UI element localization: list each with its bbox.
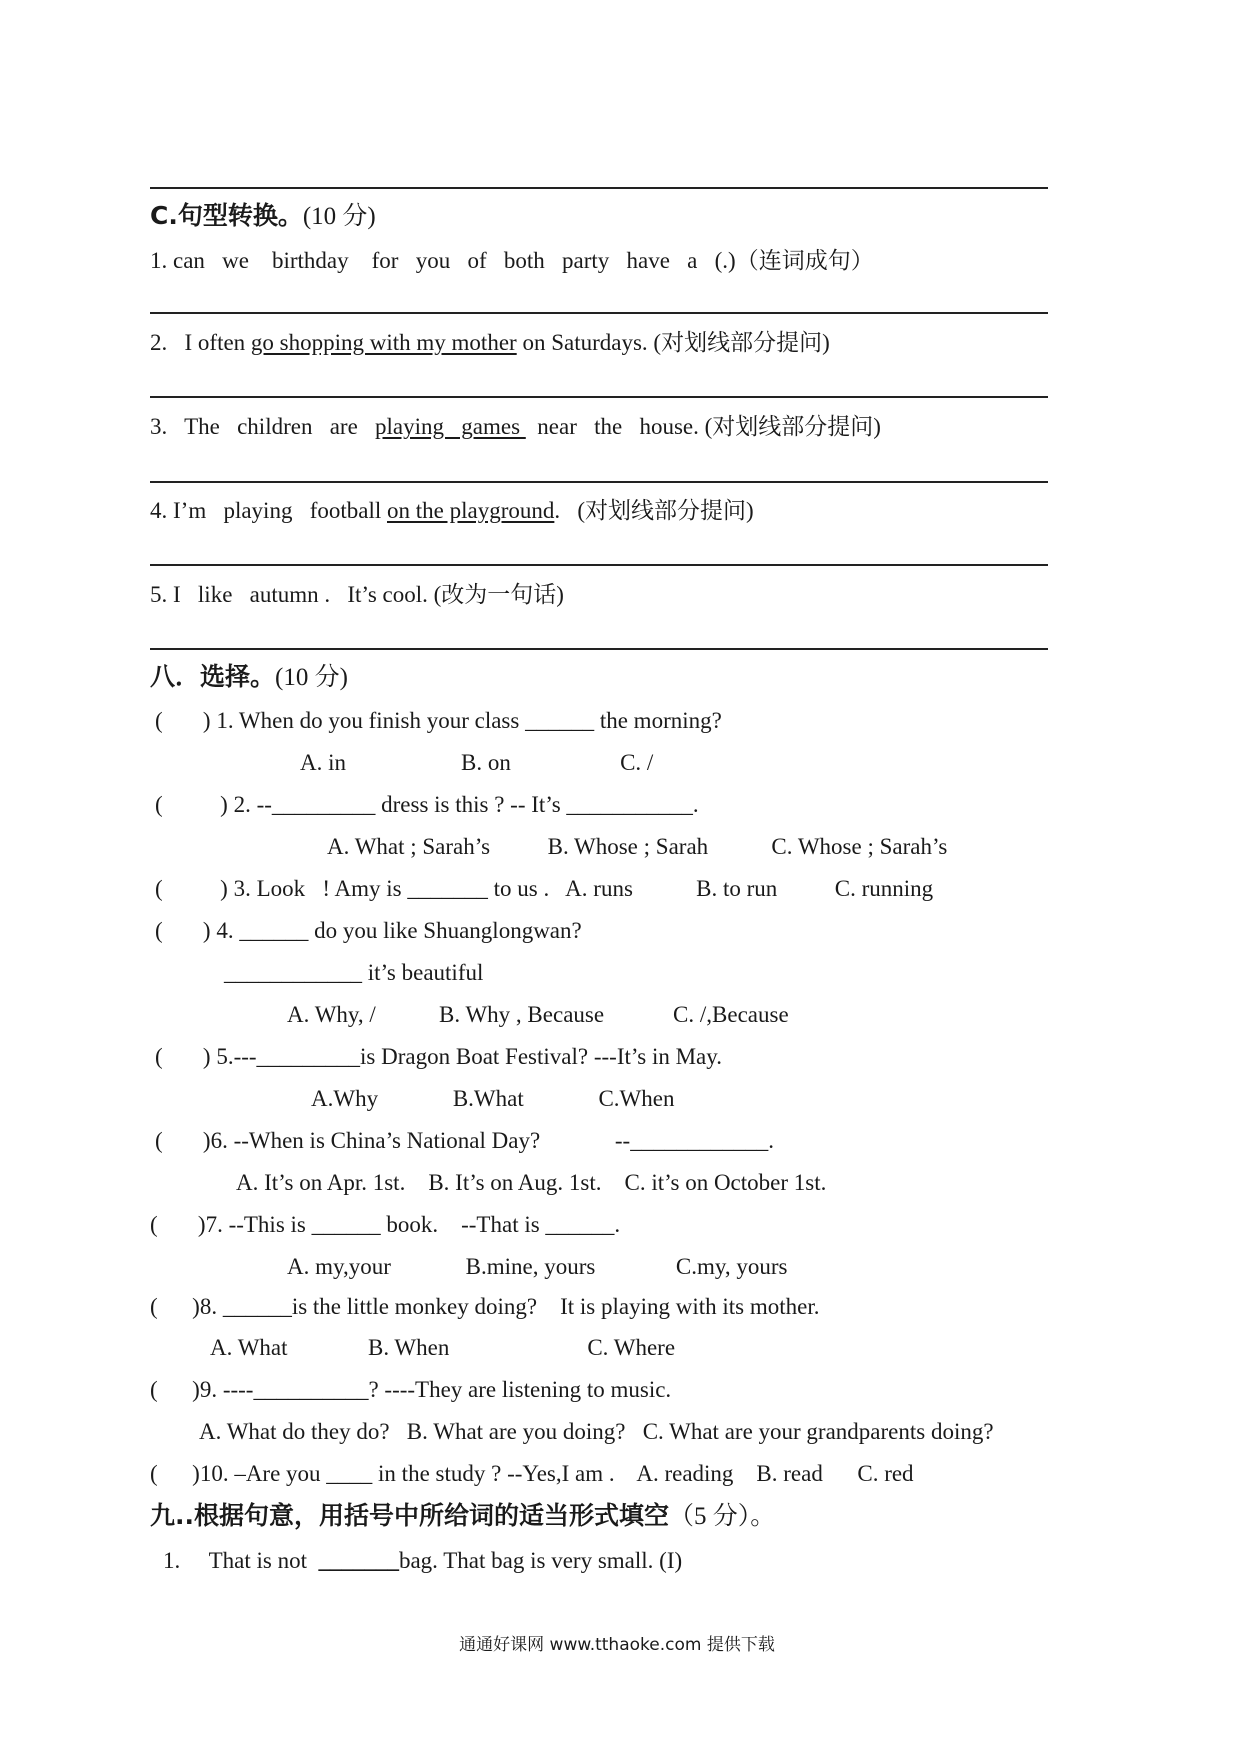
mcq-8: ( )8. ______is the little monkey doing? It is playing with its mother. (150, 1294, 820, 1319)
mcq-2: ( ) 2. --_________ dress is this ? -- It’s ___________. (155, 792, 699, 817)
mcq-5: ( ) 5.---_________is Dragon Boat Festival? ---It’s in May. (155, 1044, 723, 1069)
mcq-7: ( )7. --This is ______ book. --That is ______. (150, 1212, 621, 1237)
underlined-phrase: on the playground (387, 498, 555, 523)
mcq-4: ( ) 4. ______ do you like Shuanglongwan? (155, 918, 582, 943)
underlined-phrase: playing games (375, 414, 526, 439)
section-8-title (150, 661, 348, 694)
mcq-5-options: A.Why B.What C.When (311, 1086, 675, 1111)
mcq-9: ( )9. ----__________? ----They are listening to music. (150, 1377, 672, 1402)
mcq-1: ( ) 1. When do you finish your class ______ the morning? (155, 708, 722, 733)
mcq-10: ( )10. –Are you ____ in the study ? --Yes,I am . A. reading B. read C. red (150, 1461, 914, 1486)
fill-in-1: 1. That is not _______bag. That bag is very small. (I) (163, 1548, 683, 1573)
section-9-points: （5 分）。 (669, 1503, 776, 1530)
footer-credit: 通通好课网 www.tthaoke.com 提供下载 (459, 1635, 775, 1655)
section-8-points: (10 分) (275, 664, 348, 691)
section-9-heading: 九..根据句意，用括号中所给词的适当形式填空 (150, 1501, 669, 1530)
mcq-3: ( ) 3. Look ! Amy is _______ to us . A. runs B. to run C. running (155, 876, 934, 901)
mcq-4-options: A. Why, / B. Why , Because C. /,Because (287, 1002, 789, 1027)
mcq-8-options: A. What B. When C. Where (210, 1335, 676, 1360)
mcq-7-options: A. my,your B.mine, yours C.my, yours (287, 1254, 788, 1279)
answer-line (150, 187, 1048, 189)
mcq-2-options: A. What ; Sarah’s B. Whose ; Sarah C. Whose ; Sarah’s (327, 834, 948, 859)
question-c2: 2. I often go shopping with my mother on Saturdays. (对划线部分提问) (150, 330, 830, 355)
question-c4: 4. I’m playing football on the playground. (对划线部分提问) (150, 498, 754, 523)
underlined-phrase: go shopping with my mother (250, 330, 517, 355)
mcq-4-line2: ____________ it’s beautiful (224, 960, 484, 985)
answer-blank: _______ (318, 1548, 399, 1573)
section-9-title (150, 1500, 775, 1533)
answer-line (150, 396, 1048, 398)
mcq-6: ( )6. --When is China’s National Day? --____________. (155, 1128, 774, 1153)
question-c3: 3. The children are playing games near the house. (对划线部分提问) (150, 414, 881, 439)
answer-line (150, 648, 1048, 650)
answer-line (150, 312, 1048, 314)
mcq-1-options: A. in B. on C. / (300, 750, 654, 775)
answer-line (150, 481, 1048, 483)
mcq-6-options: A. It’s on Apr. 1st. B. It’s on Aug. 1st. C. it’s on October 1st. (236, 1170, 827, 1195)
question-c5: 5. I like autumn . It’s cool. (改为一句话) (150, 582, 564, 607)
section-c-points: (10 分) (302, 203, 376, 230)
answer-line (150, 564, 1048, 566)
mcq-9-options: A. What do they do? B. What are you doing? C. What are your grandparents doing? (199, 1419, 994, 1444)
section-c-title (150, 200, 376, 233)
section-8-heading: 八．选择。 (150, 662, 276, 691)
question-c1: 1. can we birthday for you of both party have a (.)（连词成句） (150, 248, 874, 273)
section-c-heading: C.句型转换。 (150, 201, 303, 230)
